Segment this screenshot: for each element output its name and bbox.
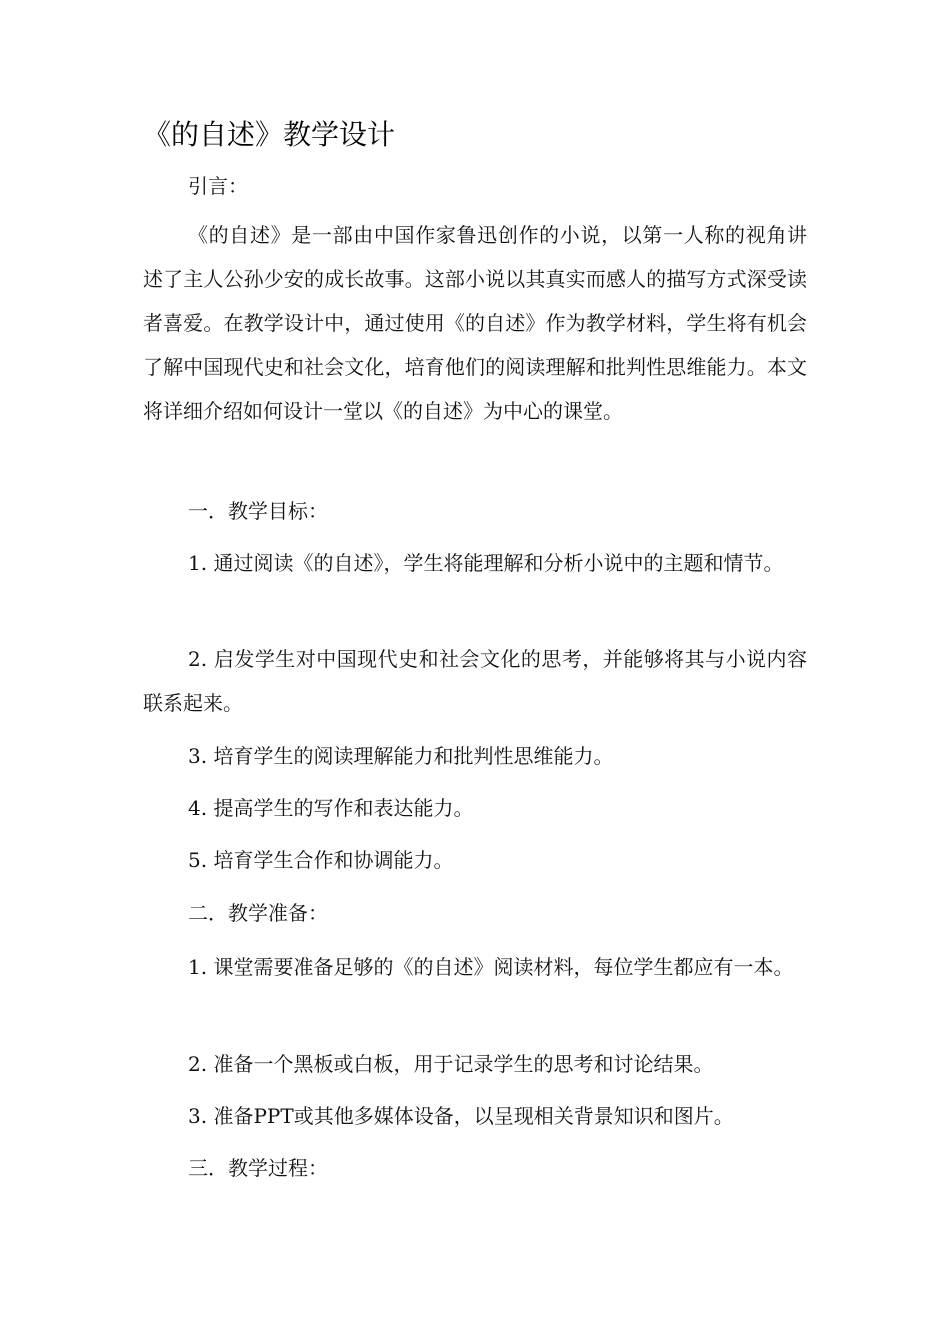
section-heading-preparation: 二．教学准备：: [188, 901, 328, 925]
section-heading-objectives: 一．教学目标：: [188, 499, 328, 523]
preparation-item: 2. 准备一个黑板或白板，用于记录学生的思考和讨论结果。: [188, 1052, 714, 1076]
objective-item: 1. 通过阅读《的自述》，学生将能理解和分析小说中的主题和情节。: [188, 551, 784, 575]
objective-item: 2. 启发学生对中国现代史和社会文化的思考，并能够将其与小说内容联系起来。: [143, 647, 807, 715]
objective-item: 3. 培育学生的阅读理解能力和批判性思维能力。: [188, 744, 614, 768]
section-heading-process: 三．教学过程：: [188, 1156, 328, 1180]
intro-label: 引言：: [188, 174, 248, 198]
preparation-item: 3. 准备PPT或其他多媒体设备，以呈现相关背景知识和图片。: [188, 1104, 734, 1128]
objective-item: 4. 提高学生的写作和表达能力。: [188, 796, 474, 820]
document-title: 《的自述》教学设计: [143, 118, 396, 151]
objective-item: 5. 培育学生合作和协调能力。: [188, 848, 454, 872]
preparation-item: 1. 课堂需要准备足够的《的自述》阅读材料，每位学生都应有一本。: [188, 955, 794, 979]
intro-paragraph: 《的自述》是一部由中国作家鲁迅创作的小说，以第一人称的视角讲述了主人公孙少安的成长故事。这部小说以其真实而感人的描写方式深受读者喜爱。在教学设计中，通过使用《的自述》作为教学材料，学生将有机会了解中国现代史和社会文化，培育他们的阅读理解和批判性思维能力。本文将详细介绍如何设计一堂以《的自述》为中心的课堂。: [143, 223, 807, 423]
